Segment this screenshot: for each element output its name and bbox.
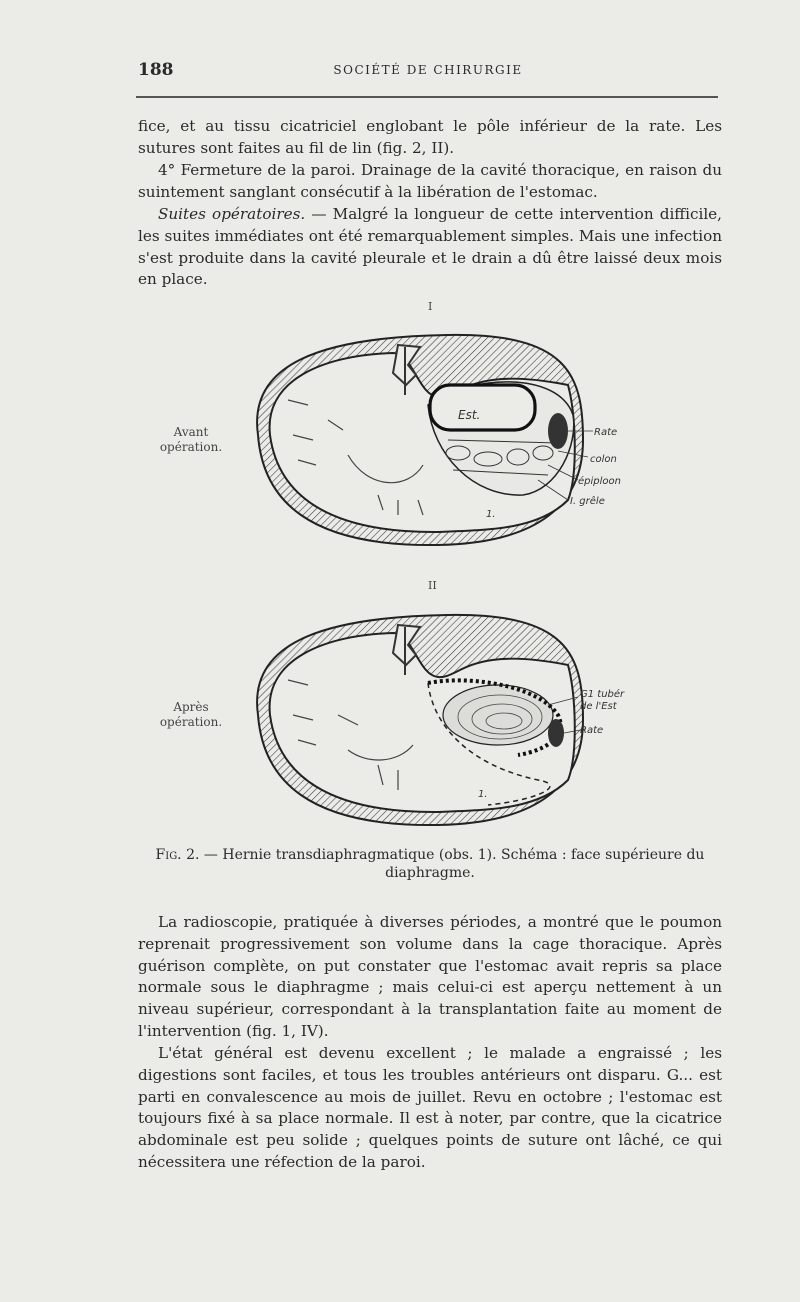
paragraph-1: fice, et au tissu cicatriciel englobant le pôle inférieur de la rate. Les sutures sont faites au fil de lin (fig. 2, II). [138,117,722,157]
label-of-stomach: de l'Est [580,701,617,712]
label-rate-2: Rate [580,725,604,736]
diaphragm-diagram-after [238,605,658,835]
panel-1-side-label-line-2: opération. [159,440,223,454]
stomach-shape [430,385,535,430]
paragraph-2: 4° Fermeture de la paroi. Drainage de la cavité thoracique, en raison du suintement sanglant consécutif à la libération de l'estomac. [138,161,722,201]
spleen-shape-2 [548,719,564,747]
figure-caption [138,846,722,882]
label-epiploon: épiploon [578,476,621,487]
spleen-shape [548,413,568,449]
label-intestine: I. grêle [570,496,605,507]
running-title: SOCIÉTÉ DE CHIRURGIE [333,63,523,77]
suites-operatoires-title: Suites opératoires. [158,205,306,223]
header-rule [136,96,718,98]
diaphragm-diagram-before [238,325,658,555]
stomach-tuberosity [443,685,553,745]
panel-1-number-mark: 1. [486,509,496,520]
panel-2-number-mark: 1. [478,789,488,800]
paragraph-3 [138,204,722,291]
label-colon: colon [590,454,617,465]
stomach-label: Est. [458,408,481,422]
panel-2-side-label [148,700,234,730]
paragraph-4: La radioscopie, pratiquée à diverses périodes, a montré que le poumon reprenait progressivement son volume dans la cage thoracique. Après guérison complète, on put constater que l'estomac avait repris sa place normale sous le diaphragme ; mais celui-ci est aperçu nettement à un niveau supérieur, correspondant à la transplantation faite au moment de l'intervention (fig. 1, IV). [138,913,722,1040]
label-tuberosity: G1 tubér [580,689,625,700]
page-number: 188 [138,60,174,80]
figure-caption-text: — Hernie transdiaphragmatique (obs. 1). Schéma : face supérieure du diaphragme. [199,847,705,881]
panel-2-side-label-line-2: opération. [159,715,223,729]
panel-1-side-label-line-1: Avant [173,425,209,439]
figure-panel-1-numeral: I [428,300,433,313]
label-rate: Rate [594,427,618,438]
suites-operatoires-text: — Malgré la longueur de cette intervention difficile, les suites immédiates ont été remarquablement simples. Mais une infection s'est produite dans la cavité pleurale et le drain a dû être laissé deux mois en place. [138,205,722,289]
figure-caption-prefix: Fig. 2. [155,847,200,863]
figure-panel-2-numeral: II [428,579,437,592]
panel-1-side-label [148,425,234,455]
page-header [138,60,718,82]
panel-2-side-label-line-1: Après [173,700,209,714]
paragraph-5: L'état général est devenu excellent ; le malade a engraissé ; les digestions sont faciles, et tous les troubles antérieurs ont disparu. G... est parti en convalescence au mois de juillet. Revu en octobre ; l'estomac est toujours fixé à sa place normale. Il est à noter, par contre, que la cicatrice abdominale est peu solide ; quelques points de suture ont lâché, ce qui nécessitera une réfection de la paroi. [138,1044,722,1171]
